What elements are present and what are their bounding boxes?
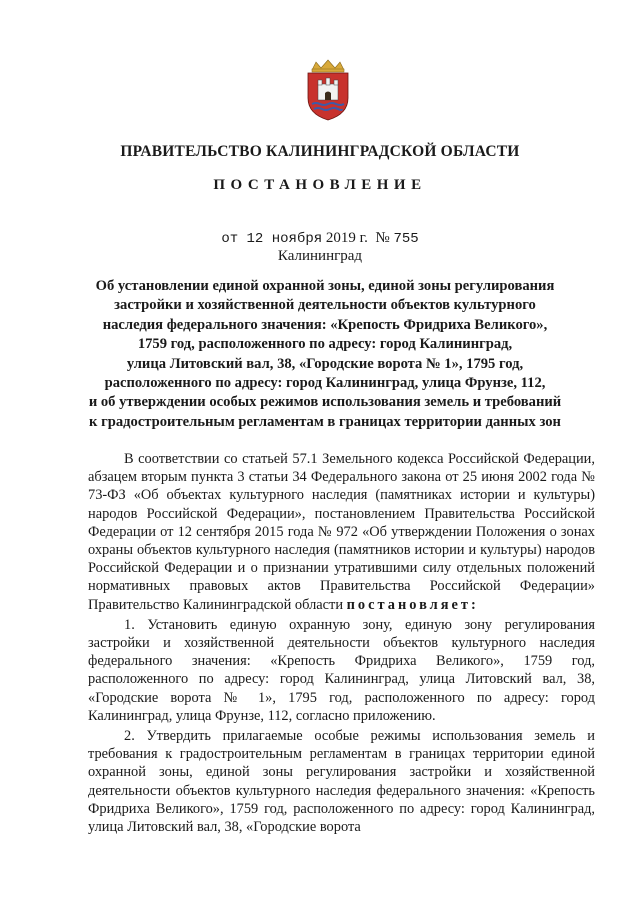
document-body bbox=[88, 450, 595, 836]
date-line bbox=[0, 230, 640, 247]
city: Калининград bbox=[277, 248, 363, 264]
date-year: 2019 г. bbox=[325, 230, 368, 246]
decree-word: постановляет: bbox=[346, 596, 479, 613]
date-prefix: от 12 ноября bbox=[221, 231, 323, 247]
document-type: ПОСТАНОВЛЕНИЕ bbox=[213, 177, 427, 193]
document-number: 755 bbox=[393, 231, 419, 247]
item-1-paragraph: 1. Установить единую охранную зону, единую зону регулирования застройки и хозяйственной деятельности объектов культурного наследия федерального значения: «Крепость Фридриха Великого», 1759 год, расположенного по адресу: город Калининград, улица Литовский вал, 38, «Городские ворота № 1», 1795 год, расположенного по адресу: город Калининград, улица Фрунзе, 112, согласно приложению. bbox=[88, 616, 595, 724]
item-2-paragraph: 2. Утвердить прилагаемые особые режимы использования земель и требования к градостроительным регламентам в границах территории единой охранной зоны, единой зоны регулирования застройки и хозяйственной деятельности объектов культурного наследия федерального значения: «Крепость Фридриха Великого», 1759 год, расположенного по адресу: город Калининград, улица Литовский вал, 38, «Городские ворота bbox=[88, 728, 595, 836]
organization-title: ПРАВИТЕЛЬСТВО КАЛИНИНГРАДСКОЙ ОБЛАСТИ bbox=[120, 143, 520, 160]
number-sign: № bbox=[375, 230, 390, 246]
subject-line: застройки и хозяйственной деятельности объектов культурного bbox=[114, 297, 536, 314]
preamble-text: В соответствии со статьей 57.1 Земельного кодекса Российской Федерации, абзацем вторым пункта 3 статьи 34 Федерального закона от 25 июня 2002 года № 73-ФЗ «Об объектах культурного наследия (памятниках истории и культуры) народов Российской Федерации», постановлением Правительства Российской Федерации от 12 сентября 2015 года № 972 «Об утверждении Положения о зонах охраны объектов культурного наследия (памятников истории и культуры) народов Российской Федерации и о признании утратившими силу отдельных положений нормативных правовых актов Правительства Российской Федерации» Правительство Калининградской области bbox=[88, 451, 595, 613]
subject-line: к градостроительным регламентам в границах территории данных зон bbox=[89, 413, 561, 430]
subject-line: 1759 год, расположенного по адресу: город Калининград, bbox=[137, 336, 513, 353]
subject-line: расположенного по адресу: город Калининград, улица Фрунзе, 112, bbox=[104, 375, 546, 392]
preamble-paragraph bbox=[88, 450, 595, 614]
subject-line: Об установлении единой охранной зоны, единой зоны регулирования bbox=[95, 278, 555, 294]
subject-line: наследия федерального значения: «Крепость Фридриха Великого», bbox=[102, 316, 548, 333]
subject-line: и об утверждении особых режимов использования земель и требований bbox=[88, 394, 562, 411]
document-subject bbox=[80, 277, 570, 432]
subject-line: улица Литовский вал, 38, «Городские ворота № 1», 1795 год, bbox=[126, 355, 524, 372]
coat-of-arms-icon bbox=[302, 58, 354, 122]
